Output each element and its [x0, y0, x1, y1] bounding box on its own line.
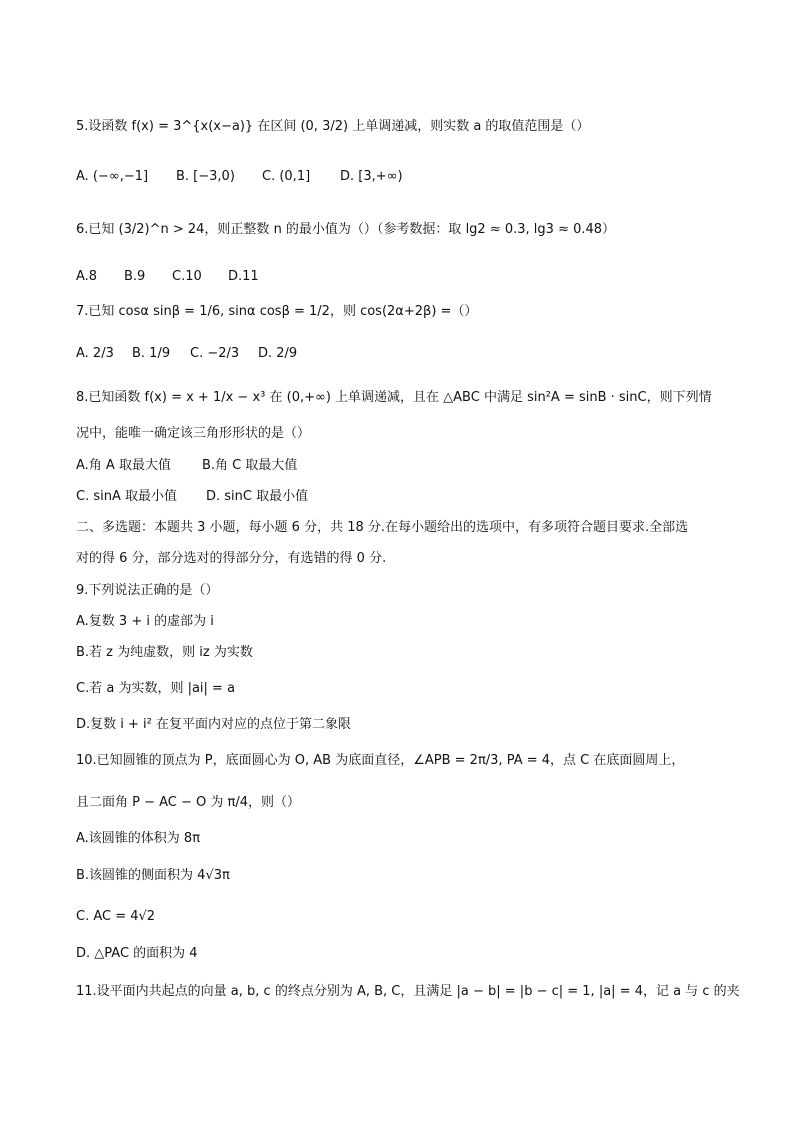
question-8-stem-line1: 8.已知函数 f(x) = x + 1/x − x³ 在 (0,+∞) 上单调递减，且在 △ABC 中满足 sin²A = sinB · sinC，则下列情: [76, 390, 712, 405]
q8-option-c: C. sinA 取最小值: [76, 489, 177, 504]
q6-option-c: C.10: [172, 269, 202, 284]
q5-option-b: B. [−3,0): [176, 169, 235, 184]
q8-option-d: D. sinC 取最小值: [206, 489, 309, 504]
section-2-heading-line1: 二、多选题：本题共 3 小题，每小题 6 分，共 18 分.在每小题给出的选项中，有多项符合题目要求.全部选: [76, 520, 689, 535]
question-9-stem: 9.下列说法正确的是（）: [76, 583, 219, 598]
question-6-stem: 6.已知 (3/2)^n > 24，则正整数 n 的最小值为（）（参考数据：取 lg2 ≈ 0.3, lg3 ≈ 0.48）: [76, 222, 616, 237]
q7-option-b: B. 1/9: [132, 346, 171, 361]
q7-option-a: A. 2/3: [76, 346, 114, 361]
question-11-stem: 11.设平面内共起点的向量 a, b, c 的终点分别为 A, B, C，且满足 |a − b| = |b − c| = 1, |a| = 4，记 a 与 c 的夹: [76, 984, 740, 999]
question-8-stem-line2: 况中，能唯一确定该三角形形状的是（）: [76, 426, 311, 441]
q9-option-a: A.复数 3 + i 的虚部为 i: [76, 614, 214, 629]
q5-option-c: C. (0,1]: [262, 169, 311, 184]
q9-option-c: C.若 a 为实数，则 |ai| = a: [76, 681, 236, 696]
question-7-stem: 7.已知 cosα sinβ = 1/6, sinα cosβ = 1/2，则 cos(2α+2β) =（）: [76, 304, 478, 319]
question-5-stem: 5.设函数 f(x) = 3^{x(x−a)} 在区间 (0, 3/2) 上单调递减，则实数 a 的取值范围是（）: [76, 119, 590, 134]
q10-option-a: A.该圆锥的体积为 8π: [76, 831, 201, 846]
question-10-stem-line2: 且二面角 P − AC − O 为 π/4，则（）: [76, 795, 301, 810]
q10-option-d: D. △PAC 的面积为 4: [76, 946, 198, 961]
q8-option-a: A.角 A 取最大值: [76, 458, 171, 473]
q6-option-b: B.9: [124, 269, 146, 284]
q8-option-b: B.角 C 取最大值: [202, 458, 298, 473]
q9-option-b: B.若 z 为纯虚数，则 iz 为实数: [76, 645, 253, 660]
q5-option-a: A. (−∞,−1]: [76, 169, 149, 184]
q10-option-b: B.该圆锥的侧面积为 4√3π: [76, 868, 230, 883]
q7-option-c: C. −2/3: [190, 346, 240, 361]
q7-option-d: D. 2/9: [258, 346, 298, 361]
q10-option-c: C. AC = 4√2: [76, 909, 156, 924]
q9-option-d: D.复数 i + i² 在复平面内对应的点位于第二象限: [76, 717, 351, 732]
q6-option-a: A.8: [76, 269, 98, 284]
question-10-stem-line1: 10.已知圆锥的顶点为 P，底面圆心为 O, AB 为底面直径，∠APB = 2π/3, PA = 4，点 C 在底面圆周上，: [76, 753, 685, 768]
q5-option-d: D. [3,+∞): [340, 169, 403, 184]
section-2-heading-line2: 对的得 6 分，部分选对的得部分分，有选错的得 0 分.: [76, 551, 387, 566]
q6-option-d: D.11: [228, 269, 259, 284]
